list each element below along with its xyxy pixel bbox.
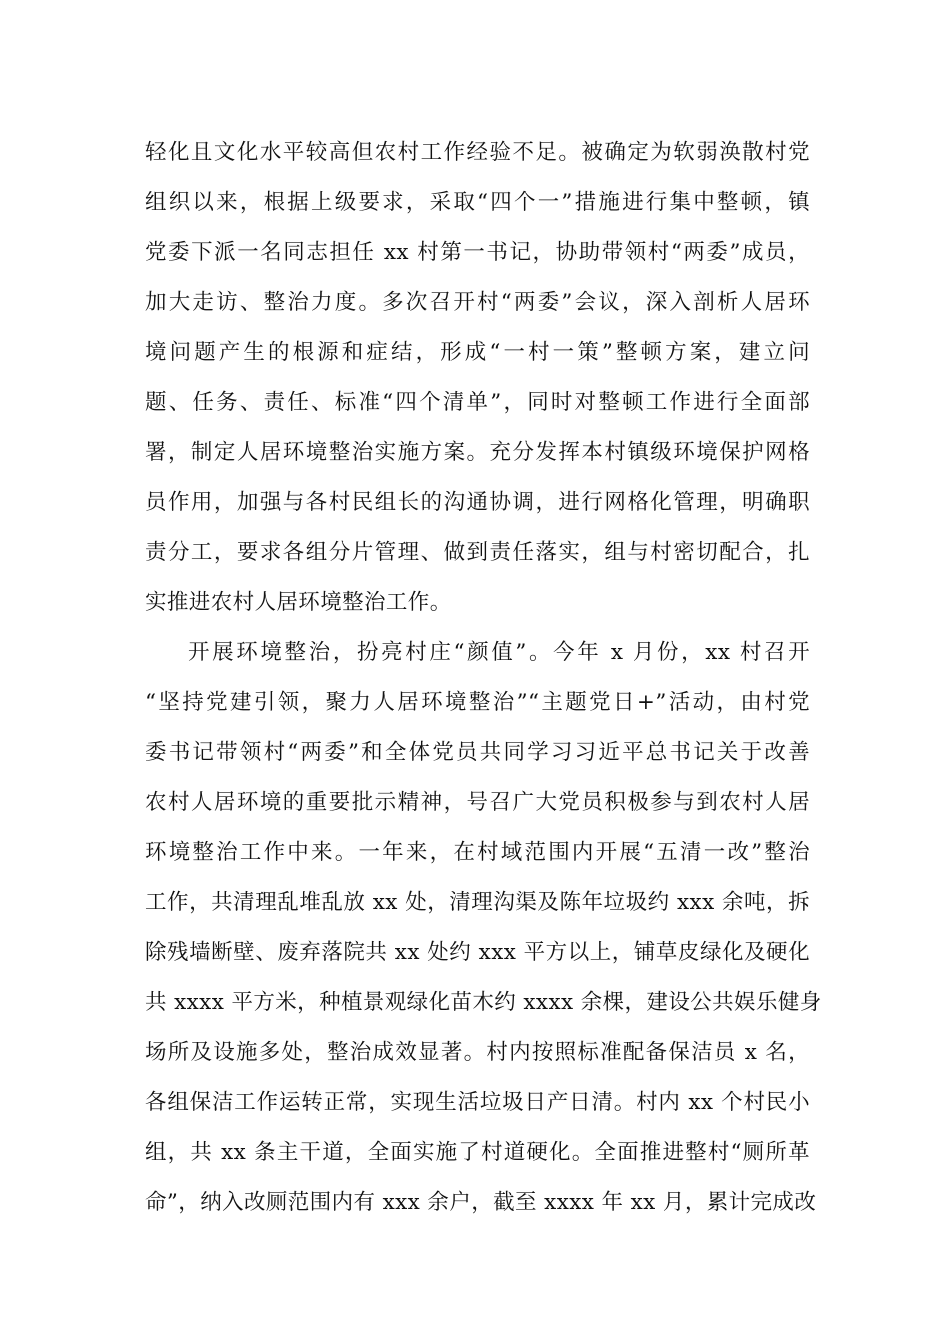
text-line: 环境整治工作中来。一年来，在村域范围内开展“五清一改”整治 xyxy=(145,840,810,865)
text-line: 员作用，加强与各村民组长的沟通协调，进行网格化管理，明确职 xyxy=(145,490,810,515)
text-line: 组，共 xx 条主干道，全面实施了村道硬化。全面推进整村“厕所革 xyxy=(145,1140,810,1165)
text-line: 实推进农村人居环境整治工作。 xyxy=(145,590,452,615)
text-line: 境问题产生的根源和症结，形成“一村一策”整顿方案，建立问 xyxy=(145,340,810,365)
text-line: 各组保洁工作运转正常，实现生活垃圾日产日清。村内 xx 个村民小 xyxy=(145,1090,810,1115)
text-line: 题、任务、责任、标准“四个清单”，同时对整顿工作进行全面部 xyxy=(145,390,810,415)
text-line: 命”，纳入改厕范围内有 xxx 余户，截至 xxxx 年 xx 月，累计完成改 xyxy=(145,1190,817,1215)
text-line: 开展环境整治，扮亮村庄“颜值”。今年 x 月份，xx 村召开 xyxy=(188,640,810,665)
text-line: 农村人居环境的重要批示精神，号召广大党员积极参与到农村人居 xyxy=(145,790,810,815)
text-line: 组织以来，根据上级要求，采取“四个一”措施进行集中整顿，镇 xyxy=(145,190,810,215)
text-line: 委书记带领村“两委”和全体党员共同学习习近平总书记关于改善 xyxy=(145,740,810,765)
text-line: 场所及设施多处，整治成效显著。村内按照标准配备保洁员 x 名， xyxy=(145,1040,810,1065)
text-line: 轻化且文化水平较高但农村工作经验不足。被确定为软弱涣散村党 xyxy=(145,140,810,165)
text-line: 党委下派一名同志担任 xx 村第一书记，协助带领村“两委”成员， xyxy=(145,240,810,265)
paragraph-1 xyxy=(145,128,810,628)
text-line: 工作，共清理乱堆乱放 xx 处，清理沟渠及陈年垃圾约 xxx 余吨，拆 xyxy=(145,890,810,915)
text-line: 除残墙断壁、废弃落院共 xx 处约 xxx 平方以上，铺草皮绿化及硬化 xyxy=(145,940,810,965)
text-line: 责分工，要求各组分片管理、做到责任落实，组与村密切配合，扎 xyxy=(145,540,810,565)
text-line: 署，制定人居环境整治实施方案。充分发挥本村镇级环境保护网格 xyxy=(145,440,810,465)
text-line: 共 xxxx 平方米，种植景观绿化苗木约 xxxx 余棵，建设公共娱乐健身 xyxy=(145,990,822,1015)
document-body xyxy=(145,128,822,1228)
paragraph-2 xyxy=(145,628,822,1228)
text-line: 加大走访、整治力度。多次召开村“两委”会议，深入剖析人居环 xyxy=(145,290,810,315)
text-line: “坚持党建引领，聚力人居环境整治”“主题党日+”活动，由村党 xyxy=(145,690,810,715)
